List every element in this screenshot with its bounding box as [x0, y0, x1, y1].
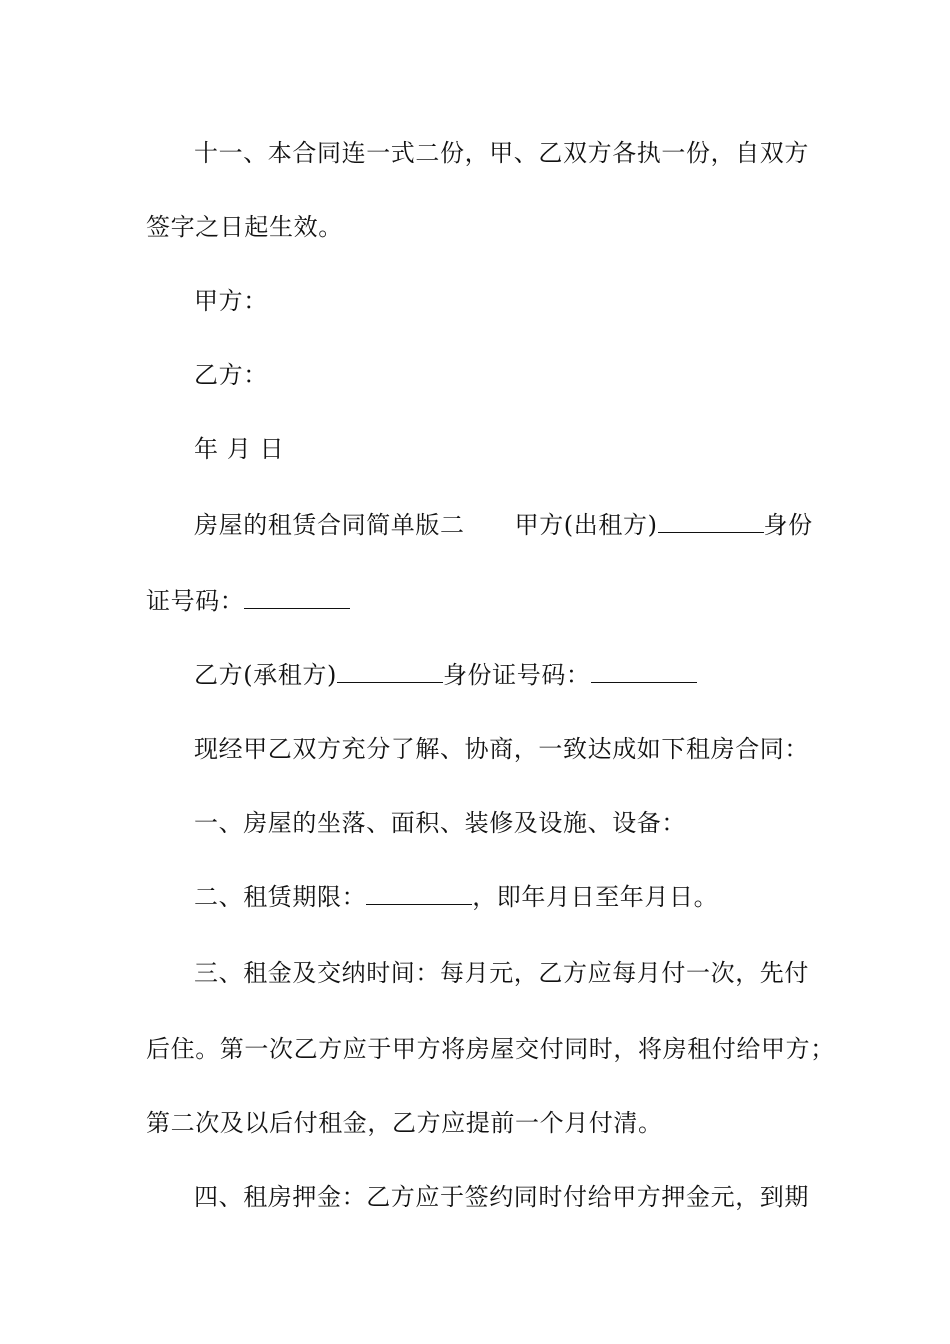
tenant-label: 乙方(承租方) — [194, 661, 337, 689]
landlord-name-blank — [658, 510, 764, 533]
date-line: 年 月 日 — [194, 435, 285, 463]
clause-3-line-3: 第二次及以后付租金，乙方应提前一个月付清。 — [146, 1109, 663, 1137]
tenant-id-blank — [591, 660, 697, 683]
party-a-signature: 甲方： — [194, 287, 268, 315]
clause-4-line-1: 四、租房押金：乙方应于签约同时付给甲方押金元，到期 — [194, 1183, 809, 1211]
tenant-id-label: 身份证号码： — [442, 661, 591, 689]
clause-11-line-1: 十一、本合同连一式二份，甲、乙双方各执一份，自双方 — [194, 139, 809, 167]
contract-2-title: 房屋的租赁合同简单版二 — [194, 511, 465, 539]
clause-2 — [194, 882, 806, 912]
landlord-id-line — [146, 586, 806, 616]
clause-2-rest: ，即年月日至年月日。 — [472, 883, 719, 911]
tenant-name-blank — [337, 660, 443, 683]
clause-3-line-2: 后住。第一次乙方应于甲方将房屋交付同时，将房租付给甲方； — [146, 1035, 835, 1063]
contract-2-heading-line — [194, 510, 813, 540]
id-label-start: 身份 — [763, 511, 813, 539]
party-b-signature: 乙方： — [194, 361, 268, 389]
lease-term-blank — [366, 882, 472, 905]
clause-1: 一、房屋的坐落、面积、装修及设施、设备： — [194, 809, 686, 837]
landlord-id-label: 证号码： — [146, 587, 245, 615]
landlord-id-blank — [244, 586, 350, 609]
tenant-line — [194, 660, 806, 690]
intro-paragraph: 现经甲乙双方充分了解、协商，一致达成如下租房合同： — [194, 735, 809, 763]
clause-2-label: 二、租赁期限： — [194, 883, 367, 911]
clause-11-line-2: 签字之日起生效。 — [146, 213, 343, 241]
clause-3-line-1: 三、租金及交纳时间：每月元，乙方应每月付一次，先付 — [194, 959, 809, 987]
landlord-label: 甲方(出租方) — [514, 511, 658, 539]
